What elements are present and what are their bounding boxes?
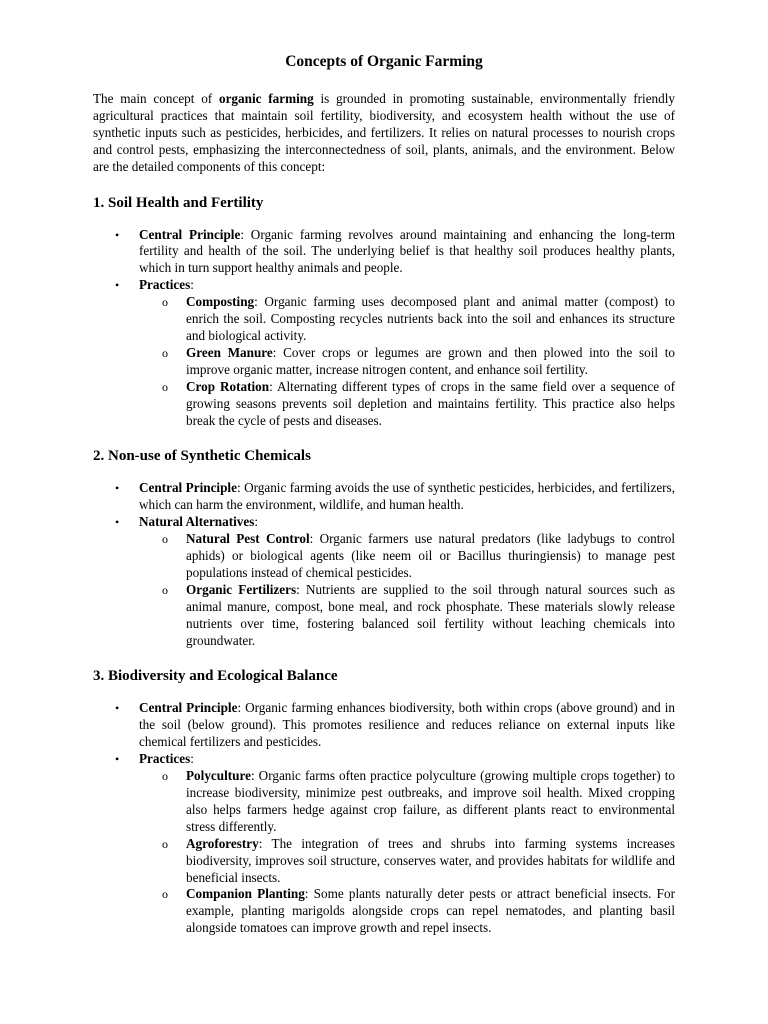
section-bullet-list xyxy=(93,480,675,649)
bullet-text: : Organic farming revolves around maintaining and enhancing the long-term fertility and health of the soil. The underlying belief is that healthy soil produces healthy plants, which in turn support healthy animals and people. xyxy=(139,226,675,276)
section-bullet-list xyxy=(93,700,675,937)
bullet-label: Practices xyxy=(139,277,191,293)
sub-item xyxy=(139,379,675,430)
bullet-icon: • xyxy=(115,701,120,716)
bullet-item-natural-alternatives xyxy=(93,514,675,649)
bullet-item-central-principle xyxy=(93,227,675,278)
sub-bullet-icon: o xyxy=(162,769,168,784)
bullet-icon: • xyxy=(115,278,120,293)
intro-bold-term: organic farming xyxy=(218,91,314,106)
section-heading: 1. Soil Health and Fertility xyxy=(93,194,264,211)
sub-item-text: : Organic farming uses decomposed plant and animal matter (compost) to enrich the soil. Composting recycles nutrients back into the soil and enhances its structure and biological activity. xyxy=(186,294,675,343)
bullet-text: : xyxy=(190,277,194,293)
sub-item xyxy=(139,768,675,836)
bullet-icon: • xyxy=(115,752,120,767)
section-heading: 3. Biodiversity and Ecological Balance xyxy=(93,668,338,685)
bullet-text: : xyxy=(190,751,194,767)
sub-item xyxy=(139,345,675,379)
bullet-text: : xyxy=(254,514,259,530)
bullet-item-practices xyxy=(93,277,675,429)
sub-item xyxy=(139,294,675,345)
sub-item-text: : Cover crops or legumes are grown and then plowed into the soil to improve organic matter, increase nitrogen content, and enhance soil fertility. xyxy=(186,344,675,377)
sub-bullet-icon: o xyxy=(162,345,168,360)
section-1 xyxy=(93,193,675,430)
sub-item-label: Polyculture xyxy=(186,768,251,784)
sub-item-label: Green Manure xyxy=(186,344,273,360)
sub-bullet-icon: o xyxy=(162,582,168,597)
sub-item-label: Composting xyxy=(186,294,255,310)
sub-list xyxy=(139,531,675,649)
sub-item-text: : Nutrients are supplied to the soil through natural sources such as animal manure, compost, bone meal, and rock phosphate. These materials slowly release nutrients over time, fostering balanced soil fertility without leaching chemicals into groundwater. xyxy=(186,581,675,648)
sub-item-label: Natural Pest Control xyxy=(186,531,310,547)
section-3 xyxy=(93,666,675,937)
sub-item-text: : Organic farms often practice polyculture (growing multiple crops together) to increase biodiversity, minimize pest outbreaks, and improve soil health. Mixed cropping also helps farmers hedge against crop failure, as different plants react to environmental stress differently. xyxy=(186,768,675,834)
section-bullet-list xyxy=(93,227,675,430)
intro-paragraph xyxy=(93,91,675,176)
bullet-text: : Organic farming avoids the use of synthetic pesticides, herbicides, and fertilizers, which can harm the environment, wildlife, and human health. xyxy=(139,480,675,513)
bullet-label: Central Principle xyxy=(139,226,241,242)
bullet-item-central-principle xyxy=(93,480,675,514)
intro-text-rest: is grounded in promoting sustainable, environmentally friendly agricultural practices that maintain soil fertility, biodiversity, and ecosystem health without the use of synthetic inputs such as pesticides, herbicides, and fertilizers. It relies on natural processes to nourish crops and control pests, emphasizing the interconnectedness of soil, plants, animals, and the environment. Below are the detailed components of this concept: xyxy=(93,91,675,174)
sub-item xyxy=(139,531,675,582)
document-title: Concepts of Organic Farming xyxy=(285,53,483,70)
sub-item-text: : Organic farmers use natural predators (like ladybugs to control aphids) or biological agents (like neem oil or Bacillus thuringiensis) to manage pest populations instead of chemical pesticides. xyxy=(186,531,676,580)
intro-text-start: The main concept of xyxy=(93,91,219,106)
sub-item-label: Agroforestry xyxy=(186,835,259,851)
sub-item-label: Crop Rotation xyxy=(186,378,270,394)
sub-item-text: : The integration of trees and shrubs into farming systems increases biodiversity, improves soil structure, conserves water, and provides habitats for wildlife and beneficial insects. xyxy=(186,835,675,885)
sub-bullet-icon: o xyxy=(162,379,168,394)
bullet-icon: • xyxy=(115,227,120,242)
bullet-item-central-principle xyxy=(93,700,675,751)
bullet-label: Practices xyxy=(139,751,191,767)
bullet-icon: • xyxy=(115,481,120,496)
bullet-label: Central Principle xyxy=(139,700,238,716)
bullet-label: Natural Alternatives xyxy=(139,514,255,530)
sub-item-text: : Some plants naturally deter pests or attract beneficial insects. For example, planting marigolds alongside crops can repel nematodes, and planting basil alongside tomatoes can improve growth and repel insects. xyxy=(186,886,675,936)
sub-item xyxy=(139,886,675,937)
sub-item-label: Companion Planting xyxy=(186,886,305,902)
sub-item xyxy=(139,836,675,887)
sub-list xyxy=(139,294,675,429)
section-2 xyxy=(93,446,675,649)
section-heading: 2. Non-use of Synthetic Chemicals xyxy=(93,448,311,465)
bullet-icon: • xyxy=(115,515,120,530)
bullet-label: Central Principle xyxy=(139,480,237,496)
bullet-text: : Organic farming enhances biodiversity, both within crops (above ground) and in the soil (below ground). This promotes resilience and reduces reliance on external inputs like chemical fertilizers and pesticides. xyxy=(139,700,675,750)
sub-item-label: Organic Fertilizers xyxy=(186,581,297,597)
bullet-item-practices xyxy=(93,751,675,937)
sub-bullet-icon: o xyxy=(162,532,168,547)
sub-list xyxy=(139,768,675,937)
sub-bullet-icon: o xyxy=(162,887,168,902)
sub-item-text: : Alternating different types of crops in the same field over a sequence of growing seasons prevents soil depletion and maintains fertility. This practice also helps break the cycle of pests and diseases. xyxy=(186,378,675,428)
document-page xyxy=(93,52,675,937)
sub-bullet-icon: o xyxy=(162,295,168,310)
sub-bullet-icon: o xyxy=(162,836,168,851)
sub-item xyxy=(139,582,675,650)
